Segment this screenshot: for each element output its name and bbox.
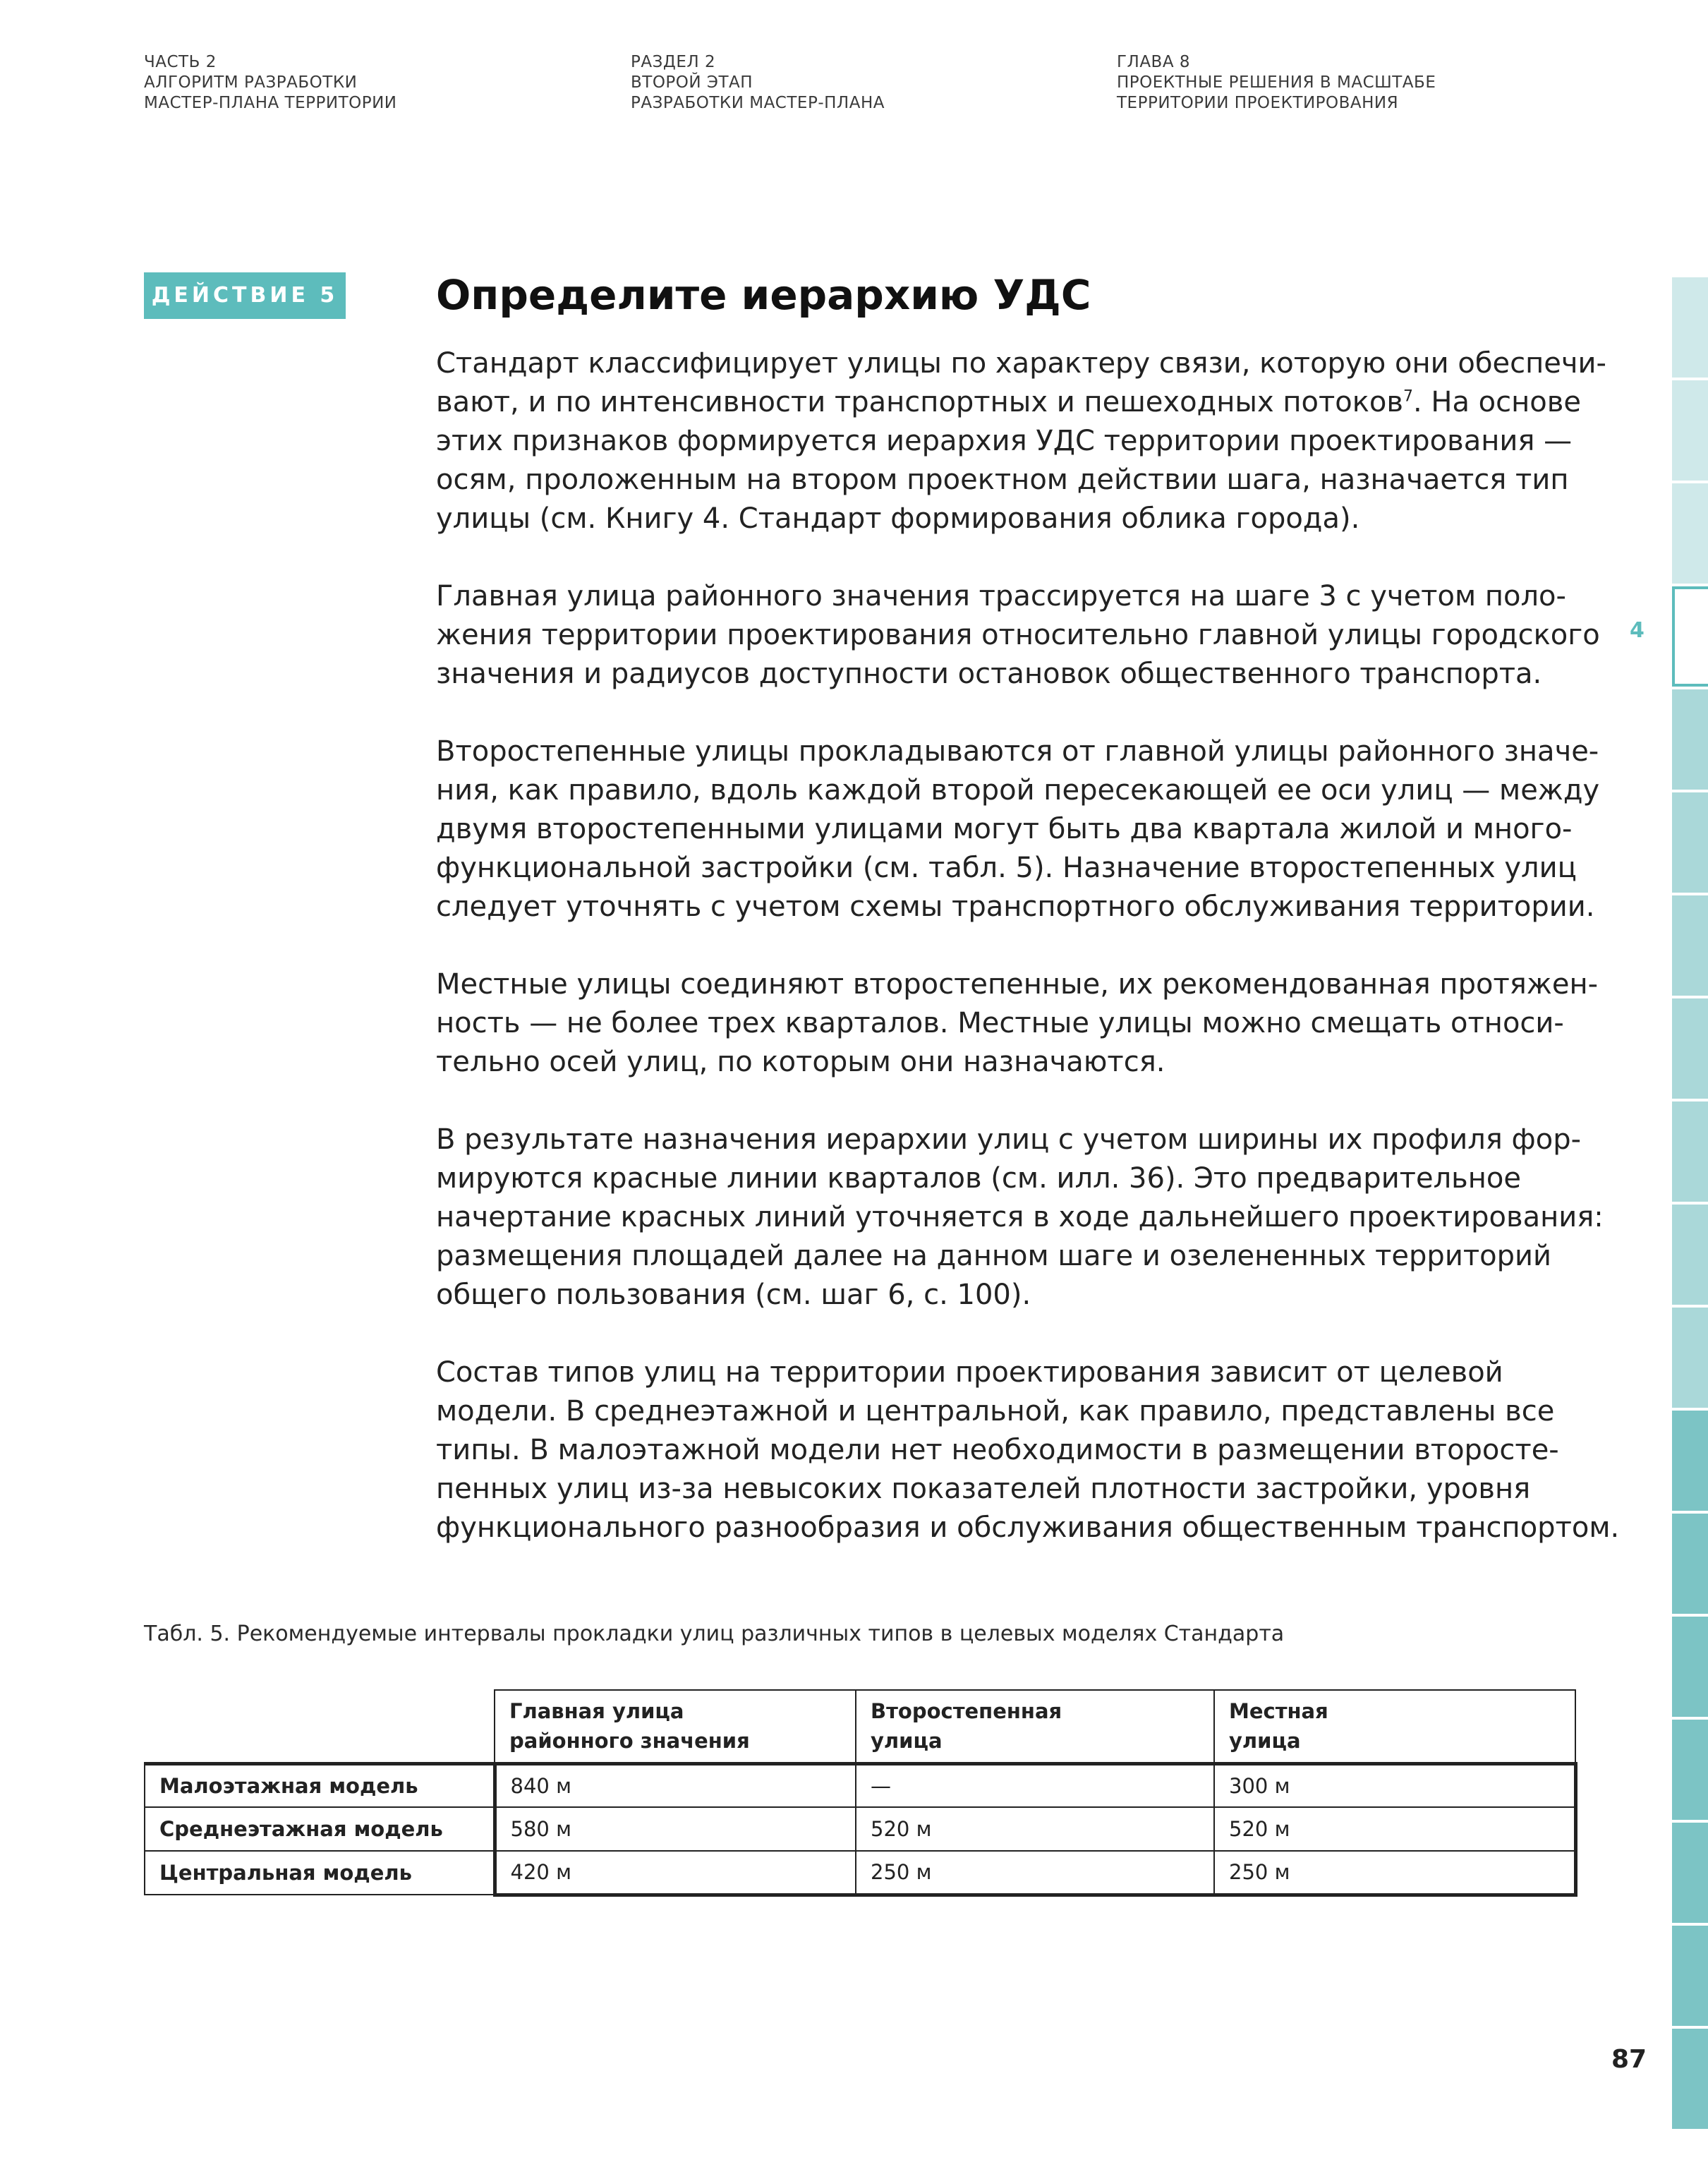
chapter-tab[interactable] bbox=[1672, 1720, 1708, 1820]
text-line: Местные улицы соединяют второстепенные, их рекомендованная протяжен- bbox=[436, 968, 1599, 1001]
table-row bbox=[145, 1851, 1575, 1895]
text-fragment: вают, и по интенсивности транспортных и пешеходных потоков bbox=[436, 386, 1403, 418]
running-head-line: ПРОЕКТНЫЕ РЕШЕНИЯ В МАСШТАБЕ bbox=[1117, 73, 1436, 92]
running-head-line: РАЗРАБОТКИ МАСТЕР-ПЛАНА bbox=[631, 94, 885, 112]
paragraph bbox=[436, 1353, 1620, 1547]
text-line: Второстепенные улицы прокладываются от главной улицы районного значе- bbox=[436, 735, 1599, 768]
paragraph bbox=[436, 1121, 1604, 1315]
table-cell: 520 м bbox=[1214, 1807, 1575, 1851]
chapter-tab[interactable] bbox=[1672, 998, 1708, 1099]
chapter-tab[interactable] bbox=[1672, 1101, 1708, 1202]
header-line: Местная bbox=[1229, 1699, 1328, 1724]
table-cell: — bbox=[856, 1763, 1214, 1807]
header-line: Второстепенная bbox=[871, 1699, 1062, 1724]
running-head-section bbox=[631, 52, 885, 114]
text-line: ность — не более трех кварталов. Местные улицы можно смещать относи- bbox=[436, 1007, 1564, 1039]
chapter-tab[interactable] bbox=[1672, 1308, 1708, 1408]
text-line bbox=[436, 383, 1579, 422]
chapter-tab-strip bbox=[1672, 277, 1708, 2132]
body-text bbox=[436, 344, 1620, 1586]
chapter-tab[interactable] bbox=[1672, 1205, 1708, 1305]
chapter-tab[interactable] bbox=[1672, 1926, 1708, 2026]
paragraph bbox=[436, 732, 1600, 926]
text-line: значения и радиусов доступности остановок общественного транспорта. bbox=[436, 658, 1542, 690]
table-cell: 420 м bbox=[495, 1851, 856, 1895]
header-line: Главная улица bbox=[509, 1699, 684, 1724]
table-row bbox=[145, 1807, 1575, 1851]
text-line: жения территории проектирования относительно главной улицы городского bbox=[436, 619, 1600, 651]
text-line: улицы (см. Книгу 4. Стандарт формирования облика города). bbox=[436, 502, 1360, 535]
text-line: ния, как правило, вдоль каждой второй пересекающей ее оси улиц — между bbox=[436, 774, 1600, 807]
header-line: улица bbox=[1229, 1729, 1301, 1753]
row-header: Центральная модель bbox=[145, 1851, 495, 1895]
text-line: осям, проложенным на втором проектном действии шага, назначается тип bbox=[436, 464, 1569, 496]
table-cell: 520 м bbox=[856, 1807, 1214, 1851]
text-fragment: . На основе bbox=[1412, 386, 1581, 418]
chapter-number: 4 bbox=[1630, 618, 1645, 643]
text-line: функционального разнообразия и обслуживания общественным транспортом. bbox=[436, 1511, 1620, 1544]
table-cell: 300 м bbox=[1214, 1763, 1575, 1807]
paragraph bbox=[436, 344, 1606, 538]
text-line: следует уточнять с учетом схемы транспортного обслуживания территории. bbox=[436, 891, 1595, 923]
running-head-line: ГЛАВА 8 bbox=[1117, 53, 1191, 71]
running-head-part bbox=[144, 52, 397, 114]
text-line: мируются красные линии кварталов (см. илл. 36). Это предварительное bbox=[436, 1162, 1521, 1195]
text-line: размещения площадей далее на данном шаге и озелененных территорий bbox=[436, 1240, 1551, 1272]
running-head-line: РАЗДЕЛ 2 bbox=[631, 53, 716, 71]
header-line: районного значения bbox=[509, 1729, 750, 1753]
text-line: Главная улица районного значения трассируется на шаге 3 с учетом поло- bbox=[436, 580, 1566, 612]
page-title: Определите иерархию УДС bbox=[436, 271, 1091, 319]
text-line: этих признаков формируется иерархия УДС территории проектирования — bbox=[436, 425, 1573, 457]
chapter-tab[interactable] bbox=[1672, 689, 1708, 790]
table-row bbox=[145, 1763, 1575, 1807]
chapter-tab[interactable] bbox=[1672, 2029, 1708, 2129]
table-caption: Табл. 5. Рекомендуемые интервалы прокладки улиц различных типов в целевых моделях Стандарта bbox=[144, 1622, 1285, 1646]
row-header: Среднеэтажная модель bbox=[145, 1807, 495, 1851]
text-line: Состав типов улиц на территории проектирования зависит от целевой bbox=[436, 1356, 1503, 1389]
text-line: начертание красных линий уточняется в ходе дальнейшего проектирования: bbox=[436, 1201, 1604, 1233]
text-line: Стандарт классифицирует улицы по характеру связи, которую они обеспечи- bbox=[436, 347, 1606, 380]
chapter-tab[interactable] bbox=[1672, 277, 1708, 378]
column-header bbox=[495, 1690, 856, 1763]
chapter-tab[interactable] bbox=[1672, 895, 1708, 996]
table-cell: 250 м bbox=[1214, 1851, 1575, 1895]
chapter-tab[interactable] bbox=[1672, 1411, 1708, 1511]
column-header bbox=[1214, 1690, 1575, 1763]
text-line: пенных улиц из-за невысоких показателей плотности застройки, уровня bbox=[436, 1473, 1531, 1505]
text-line: модели. В среднеэтажной и центральной, как правило, представлены все bbox=[436, 1395, 1555, 1427]
header-line: улица bbox=[871, 1729, 943, 1753]
text-line: общего пользования (см. шаг 6, с. 100). bbox=[436, 1279, 1031, 1311]
chapter-tab[interactable] bbox=[1672, 1617, 1708, 1717]
paragraph bbox=[436, 965, 1599, 1082]
footnote-marker[interactable]: 7 bbox=[1403, 387, 1413, 406]
column-header bbox=[856, 1690, 1214, 1763]
chapter-tab[interactable] bbox=[1672, 1823, 1708, 1923]
running-head-line: ТЕРРИТОРИИ ПРОЕКТИРОВАНИЯ bbox=[1117, 94, 1399, 112]
street-interval-table bbox=[144, 1689, 1577, 1897]
table-corner-cell bbox=[145, 1690, 495, 1763]
page-number: 87 bbox=[1611, 2045, 1647, 2074]
text-line: двумя второстепенными улицами могут быть два квартала жилой и много- bbox=[436, 813, 1573, 845]
text-line: функциональной застройки (см. табл. 5). Назначение второстепенных улиц bbox=[436, 852, 1577, 884]
table-cell: 840 м bbox=[495, 1763, 856, 1807]
table-cell: 580 м bbox=[495, 1807, 856, 1851]
running-head-line: ЧАСТЬ 2 bbox=[144, 53, 217, 71]
chapter-tab-active[interactable] bbox=[1672, 586, 1708, 687]
table-header-row bbox=[145, 1690, 1575, 1763]
text-line: типы. В малоэтажной модели нет необходимости в размещении второсте- bbox=[436, 1434, 1559, 1466]
running-head-chapter bbox=[1117, 52, 1436, 114]
chapter-tab[interactable] bbox=[1672, 483, 1708, 584]
text-line: В результате назначения иерархии улиц с учетом ширины их профиля фор- bbox=[436, 1123, 1582, 1156]
text-line: тельно осей улиц, по которым они назначаются. bbox=[436, 1046, 1165, 1078]
row-header: Малоэтажная модель bbox=[145, 1763, 495, 1807]
table-cell: 250 м bbox=[856, 1851, 1214, 1895]
running-head-line: АЛГОРИТМ РАЗРАБОТКИ bbox=[144, 73, 358, 92]
running-head-line: МАСТЕР-ПЛАНА ТЕРРИТОРИИ bbox=[144, 94, 397, 112]
running-head-line: ВТОРОЙ ЭТАП bbox=[631, 73, 753, 92]
chapter-tab[interactable] bbox=[1672, 1514, 1708, 1614]
action-label: ДЕЙСТВИЕ 5 bbox=[144, 272, 346, 319]
paragraph bbox=[436, 577, 1600, 694]
chapter-tab[interactable] bbox=[1672, 380, 1708, 481]
chapter-tab[interactable] bbox=[1672, 792, 1708, 893]
